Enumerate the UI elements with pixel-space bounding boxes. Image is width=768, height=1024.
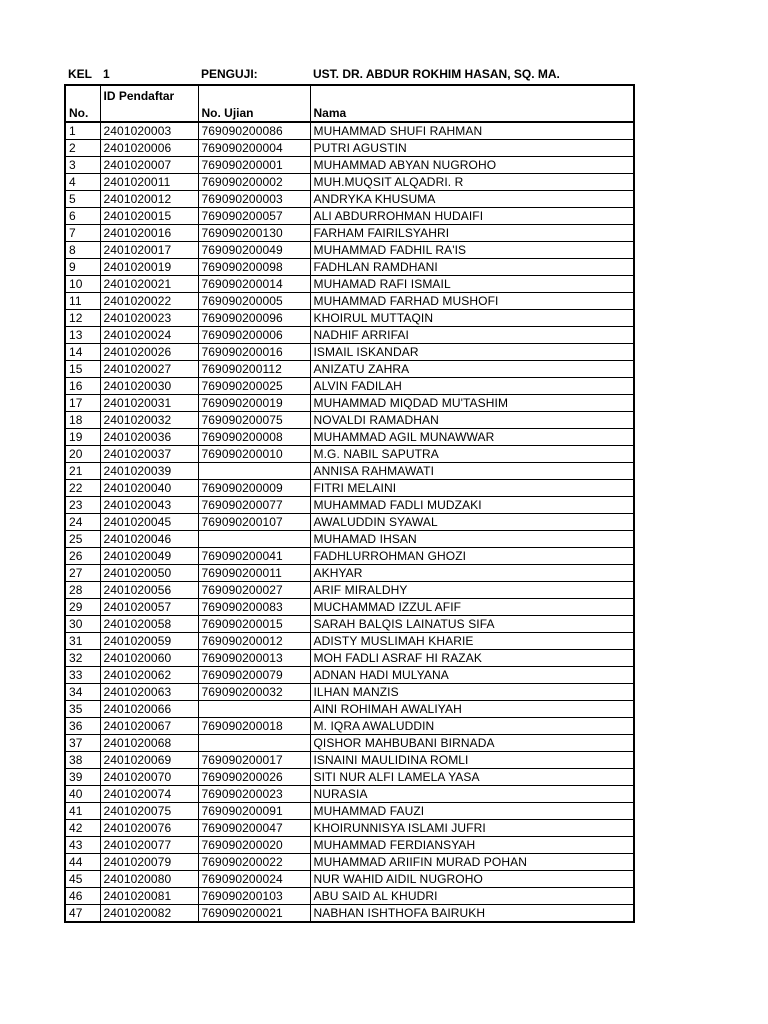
cell-id-pendaftar: 2401020040 [100,480,198,497]
cell-id-pendaftar: 2401020057 [100,599,198,616]
cell-no: 21 [65,463,100,480]
cell-no: 27 [65,565,100,582]
cell-no: 29 [65,599,100,616]
cell-no-ujian: 769090200025 [198,378,310,395]
table-row [65,871,634,888]
cell-no: 23 [65,497,100,514]
cell-id-pendaftar: 2401020060 [100,650,198,667]
cell-no-ujian: 769090200003 [198,191,310,208]
cell-id-pendaftar: 2401020067 [100,718,198,735]
cell-no: 41 [65,803,100,820]
cell-no: 7 [65,225,100,242]
penguji-name: UST. DR. ABDUR ROKHIM HASAN, SQ. MA. [313,67,560,81]
cell-id-pendaftar: 2401020069 [100,752,198,769]
cell-no-ujian: 769090200015 [198,616,310,633]
cell-no: 6 [65,208,100,225]
cell-nama: ANDRYKA KHUSUMA [310,191,634,208]
column-header-id-pendaftar-label: ID Pendaftar [103,89,175,103]
cell-no-ujian: 769090200022 [198,854,310,871]
cell-no-ujian: 769090200014 [198,276,310,293]
cell-nama: MUHAMAD IHSAN [310,531,634,548]
cell-id-pendaftar: 2401020023 [100,310,198,327]
table-row [65,837,634,854]
table-header-row [65,85,634,122]
cell-nama: ADISTY MUSLIMAH KHARIE [310,633,634,650]
cell-no: 28 [65,582,100,599]
table-row [65,208,634,225]
cell-no-ujian [198,701,310,718]
cell-id-pendaftar: 2401020074 [100,786,198,803]
cell-no-ujian [198,735,310,752]
table-row [65,735,634,752]
cell-id-pendaftar: 2401020066 [100,701,198,718]
cell-nama: NADHIF ARRIFAI [310,327,634,344]
cell-id-pendaftar: 2401020017 [100,242,198,259]
table-row [65,174,634,191]
table-row [65,242,634,259]
table-row [65,293,634,310]
cell-no-ujian: 769090200011 [198,565,310,582]
cell-no: 24 [65,514,100,531]
cell-id-pendaftar: 2401020031 [100,395,198,412]
table-row [65,905,634,923]
cell-nama: ANNISA RAHMAWATI [310,463,634,480]
cell-id-pendaftar: 2401020012 [100,191,198,208]
table-row [65,157,634,174]
cell-no-ujian: 769090200001 [198,157,310,174]
cell-no-ujian: 769090200103 [198,888,310,905]
table-row [65,429,634,446]
table-row [65,276,634,293]
cell-no-ujian: 769090200027 [198,582,310,599]
cell-no: 15 [65,361,100,378]
cell-id-pendaftar: 2401020019 [100,259,198,276]
cell-no-ujian: 769090200032 [198,684,310,701]
cell-no-ujian: 769090200091 [198,803,310,820]
cell-id-pendaftar: 2401020027 [100,361,198,378]
cell-no-ujian: 769090200130 [198,225,310,242]
cell-nama: MUHAMMAD ARIIFIN MURAD POHAN [310,854,634,871]
cell-no-ujian: 769090200017 [198,752,310,769]
cell-id-pendaftar: 2401020026 [100,344,198,361]
cell-nama: MUHAMAD RAFI ISMAIL [310,276,634,293]
cell-id-pendaftar: 2401020016 [100,225,198,242]
cell-nama: MUHAMMAD FARHAD MUSHOFI [310,293,634,310]
cell-no-ujian: 769090200075 [198,412,310,429]
cell-nama: MUHAMMAD MIQDAD MU'TASHIM [310,395,634,412]
cell-no: 25 [65,531,100,548]
cell-nama: ANIZATU ZAHRA [310,361,634,378]
table-row [65,786,634,803]
table-body [65,122,634,922]
cell-no: 42 [65,820,100,837]
cell-nama: MUHAMMAD FAUZI [310,803,634,820]
table-row [65,497,634,514]
column-header-nama: Nama [310,85,634,122]
penguji-label: PENGUJI: [201,67,258,81]
column-header-id-pendaftar [100,85,198,122]
cell-id-pendaftar: 2401020046 [100,531,198,548]
cell-no: 22 [65,480,100,497]
cell-id-pendaftar: 2401020076 [100,820,198,837]
cell-no: 13 [65,327,100,344]
cell-no-ujian: 769090200021 [198,905,310,923]
cell-no-ujian: 769090200077 [198,497,310,514]
cell-nama: AINI ROHIMAH AWALIYAH [310,701,634,718]
cell-no-ujian: 769090200083 [198,599,310,616]
cell-no: 37 [65,735,100,752]
cell-no-ujian: 769090200012 [198,633,310,650]
table-row [65,378,634,395]
cell-no: 16 [65,378,100,395]
cell-id-pendaftar: 2401020043 [100,497,198,514]
cell-no-ujian [198,531,310,548]
cell-id-pendaftar: 2401020075 [100,803,198,820]
table-row [65,803,634,820]
cell-no: 43 [65,837,100,854]
table-row [65,122,634,140]
cell-no: 17 [65,395,100,412]
cell-no: 1 [65,122,100,140]
table-row [65,514,634,531]
cell-no: 9 [65,259,100,276]
cell-id-pendaftar: 2401020003 [100,122,198,140]
cell-no: 33 [65,667,100,684]
cell-no-ujian [198,463,310,480]
group-header [64,64,633,84]
table-row [65,310,634,327]
cell-nama: KHOIRUNNISYA ISLAMI JUFRI [310,820,634,837]
cell-no-ujian: 769090200086 [198,122,310,140]
cell-no: 35 [65,701,100,718]
cell-no: 34 [65,684,100,701]
cell-no: 10 [65,276,100,293]
cell-no-ujian: 769090200020 [198,837,310,854]
cell-id-pendaftar: 2401020068 [100,735,198,752]
cell-no-ujian: 769090200057 [198,208,310,225]
cell-no: 31 [65,633,100,650]
roster-sheet [64,64,635,923]
cell-no: 2 [65,140,100,157]
cell-no: 39 [65,769,100,786]
cell-no-ujian: 769090200013 [198,650,310,667]
cell-no-ujian: 769090200098 [198,259,310,276]
cell-no-ujian: 769090200026 [198,769,310,786]
table-row [65,888,634,905]
cell-id-pendaftar: 2401020039 [100,463,198,480]
table-row [65,531,634,548]
cell-no: 11 [65,293,100,310]
table-row [65,820,634,837]
cell-no-ujian: 769090200009 [198,480,310,497]
cell-nama: QISHOR MAHBUBANI BIRNADA [310,735,634,752]
cell-nama: ABU SAID AL KHUDRI [310,888,634,905]
cell-id-pendaftar: 2401020063 [100,684,198,701]
cell-no: 12 [65,310,100,327]
cell-no: 14 [65,344,100,361]
cell-id-pendaftar: 2401020024 [100,327,198,344]
cell-nama: MUH.MUQSIT ALQADRI. R [310,174,634,191]
cell-id-pendaftar: 2401020080 [100,871,198,888]
cell-id-pendaftar: 2401020059 [100,633,198,650]
cell-nama: MUHAMMAD FADLI MUDZAKI [310,497,634,514]
cell-nama: ISNAINI MAULIDINA ROMLI [310,752,634,769]
table-row [65,684,634,701]
cell-no-ujian: 769090200024 [198,871,310,888]
cell-no: 8 [65,242,100,259]
cell-no-ujian: 769090200004 [198,140,310,157]
cell-no-ujian: 769090200096 [198,310,310,327]
cell-no-ujian: 769090200019 [198,395,310,412]
participant-table [64,84,635,923]
cell-no-ujian: 769090200016 [198,344,310,361]
cell-nama: ALI ABDURROHMAN HUDAIFI [310,208,634,225]
table-row [65,599,634,616]
table-row [65,548,634,565]
cell-nama: ISMAIL ISKANDAR [310,344,634,361]
table-row [65,463,634,480]
kel-label: KEL [68,67,92,81]
cell-nama: MOH FADLI ASRAF HI RAZAK [310,650,634,667]
cell-no: 20 [65,446,100,463]
cell-id-pendaftar: 2401020049 [100,548,198,565]
cell-nama: NUR WAHID AIDIL NUGROHO [310,871,634,888]
table-row [65,633,634,650]
cell-nama: NURASIA [310,786,634,803]
cell-nama: M.G. NABIL SAPUTRA [310,446,634,463]
cell-nama: MUHAMMAD SHUFI RAHMAN [310,122,634,140]
cell-no-ujian: 769090200008 [198,429,310,446]
cell-no-ujian: 769090200023 [198,786,310,803]
cell-nama: FITRI MELAINI [310,480,634,497]
cell-id-pendaftar: 2401020056 [100,582,198,599]
cell-nama: SARAH BALQIS LAINATUS SIFA [310,616,634,633]
table-row [65,361,634,378]
cell-id-pendaftar: 2401020032 [100,412,198,429]
cell-nama: MUCHAMMAD IZZUL AFIF [310,599,634,616]
cell-no: 40 [65,786,100,803]
cell-nama: M. IQRA AWALUDDIN [310,718,634,735]
cell-nama: SITI NUR ALFI LAMELA YASA [310,769,634,786]
cell-no-ujian: 769090200079 [198,667,310,684]
cell-nama: ADNAN HADI MULYANA [310,667,634,684]
column-header-no: No. [65,85,100,122]
table-row [65,225,634,242]
cell-no-ujian: 769090200018 [198,718,310,735]
table-row [65,854,634,871]
cell-no: 26 [65,548,100,565]
table-row [65,480,634,497]
table-row [65,412,634,429]
cell-nama: FADHLAN RAMDHANI [310,259,634,276]
column-header-no-ujian: No. Ujian [198,85,310,122]
table-row [65,140,634,157]
cell-no: 45 [65,871,100,888]
cell-nama: MUHAMMAD AGIL MUNAWWAR [310,429,634,446]
table-row [65,446,634,463]
cell-id-pendaftar: 2401020082 [100,905,198,923]
cell-id-pendaftar: 2401020015 [100,208,198,225]
cell-id-pendaftar: 2401020070 [100,769,198,786]
cell-nama: PUTRI AGUSTIN [310,140,634,157]
cell-id-pendaftar: 2401020077 [100,837,198,854]
cell-nama: AWALUDDIN SYAWAL [310,514,634,531]
table-row [65,718,634,735]
cell-id-pendaftar: 2401020021 [100,276,198,293]
cell-no: 47 [65,905,100,923]
table-row [65,259,634,276]
cell-nama: FARHAM FAIRILSYAHRI [310,225,634,242]
cell-nama: MUHAMMAD FADHIL RA'IS [310,242,634,259]
cell-id-pendaftar: 2401020011 [100,174,198,191]
table-row [65,582,634,599]
cell-id-pendaftar: 2401020006 [100,140,198,157]
cell-id-pendaftar: 2401020045 [100,514,198,531]
table-row [65,701,634,718]
table-row [65,191,634,208]
table-row [65,616,634,633]
cell-nama: FADHLURROHMAN GHOZI [310,548,634,565]
cell-no: 32 [65,650,100,667]
cell-no: 18 [65,412,100,429]
cell-id-pendaftar: 2401020050 [100,565,198,582]
cell-id-pendaftar: 2401020030 [100,378,198,395]
table-row [65,752,634,769]
cell-nama: MUHAMMAD ABYAN NUGROHO [310,157,634,174]
cell-nama: ALVIN FADILAH [310,378,634,395]
cell-no: 5 [65,191,100,208]
kel-value: 1 [103,67,110,81]
table-row [65,650,634,667]
cell-no-ujian: 769090200006 [198,327,310,344]
cell-no: 4 [65,174,100,191]
cell-nama: KHOIRUL MUTTAQIN [310,310,634,327]
cell-no: 3 [65,157,100,174]
cell-no-ujian: 769090200005 [198,293,310,310]
cell-no: 38 [65,752,100,769]
cell-id-pendaftar: 2401020062 [100,667,198,684]
cell-no-ujian: 769090200002 [198,174,310,191]
cell-id-pendaftar: 2401020079 [100,854,198,871]
cell-no-ujian: 769090200107 [198,514,310,531]
cell-nama: ARIF MIRALDHY [310,582,634,599]
cell-nama: AKHYAR [310,565,634,582]
cell-id-pendaftar: 2401020022 [100,293,198,310]
cell-no-ujian: 769090200049 [198,242,310,259]
cell-id-pendaftar: 2401020007 [100,157,198,174]
cell-nama: NOVALDI RAMADHAN [310,412,634,429]
cell-no: 46 [65,888,100,905]
cell-no: 44 [65,854,100,871]
cell-no-ujian: 769090200041 [198,548,310,565]
table-row [65,565,634,582]
cell-nama: NABHAN ISHTHOFA BAIRUKH [313,905,486,920]
cell-no: 36 [65,718,100,735]
cell-id-pendaftar: 2401020058 [100,616,198,633]
table-row [65,769,634,786]
cell-no: 19 [65,429,100,446]
cell-no-ujian: 769090200112 [198,361,310,378]
table-row [65,395,634,412]
cell-nama: MUHAMMAD FERDIANSYAH [310,837,634,854]
table-row [65,327,634,344]
cell-id-pendaftar: 2401020081 [100,888,198,905]
cell-no-ujian: 769090200010 [198,446,310,463]
cell-no-ujian: 769090200047 [198,820,310,837]
cell-id-pendaftar: 2401020036 [100,429,198,446]
cell-nama: ILHAN MANZIS [310,684,634,701]
cell-no: 30 [65,616,100,633]
table-row [65,344,634,361]
cell-id-pendaftar: 2401020037 [100,446,198,463]
table-row [65,667,634,684]
